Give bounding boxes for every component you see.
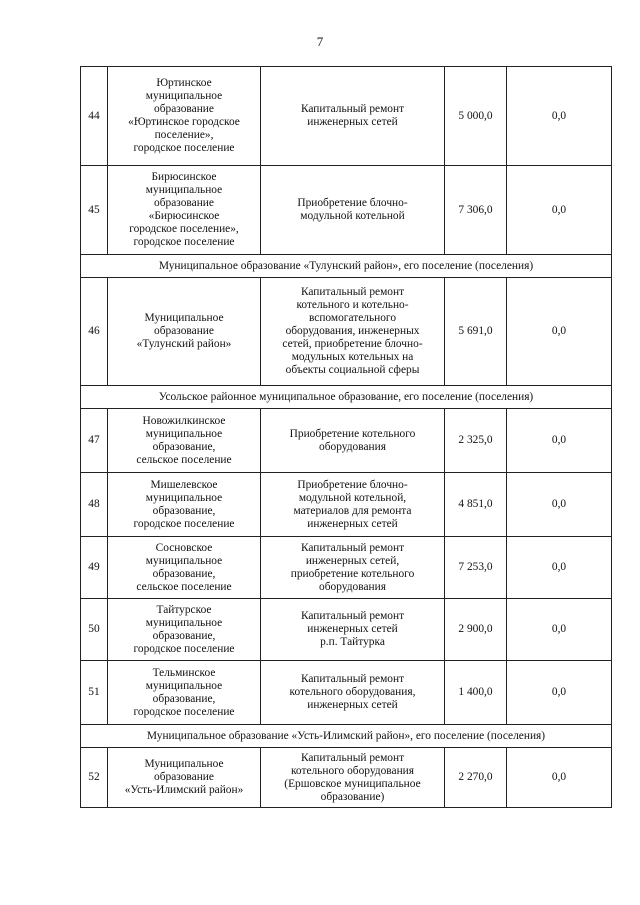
section-row <box>81 386 612 409</box>
work-description: Капитальный ремонт котельного оборудования (Ершовское муниципальное образование) <box>261 748 445 808</box>
municipality-name: Муниципальное образование «Усть-Илимский район» <box>108 748 261 808</box>
work-description: Приобретение блочно- модульной котельной <box>261 166 445 255</box>
value-cell: 0,0 <box>507 599 612 661</box>
value-cell: 0,0 <box>507 409 612 473</box>
work-description: Капитальный ремонт котельного оборудования, инженерных сетей <box>261 661 445 725</box>
table-row <box>81 409 612 473</box>
table-row <box>81 166 612 255</box>
section-title: Муниципальное образование «Тулунский район», его поселение (поселения) <box>81 255 612 278</box>
amount-cell: 5 000,0 <box>445 67 507 166</box>
value-cell: 0,0 <box>507 166 612 255</box>
section-row <box>81 255 612 278</box>
work-description: Приобретение котельного оборудования <box>261 409 445 473</box>
value-cell: 0,0 <box>507 661 612 725</box>
amount-cell: 7 253,0 <box>445 537 507 599</box>
municipality-name: Мишелевское муниципальное образование, городское поселение <box>108 473 261 537</box>
row-number: 48 <box>81 473 108 537</box>
section-title: Усольское районное муниципальное образование, его поселение (поселения) <box>81 386 612 409</box>
municipality-name: Тельминское муниципальное образование, городское поселение <box>108 661 261 725</box>
work-description: Капитальный ремонт инженерных сетей, приобретение котельного оборудования <box>261 537 445 599</box>
amount-cell: 7 306,0 <box>445 166 507 255</box>
table-row <box>81 473 612 537</box>
value-cell: 0,0 <box>507 537 612 599</box>
value-cell: 0,0 <box>507 473 612 537</box>
amount-cell: 1 400,0 <box>445 661 507 725</box>
section-row <box>81 725 612 748</box>
amount-cell: 2 270,0 <box>445 748 507 808</box>
row-number: 50 <box>81 599 108 661</box>
amount-cell: 5 691,0 <box>445 278 507 386</box>
value-cell: 0,0 <box>507 278 612 386</box>
value-cell: 0,0 <box>507 67 612 166</box>
municipality-name: Бирюсинское муниципальное образование «Бирюсинское городское поселение», городское поселение <box>108 166 261 255</box>
value-cell: 0,0 <box>507 748 612 808</box>
table-row <box>81 537 612 599</box>
work-description: Капитальный ремонт инженерных сетей р.п. Тайтурка <box>261 599 445 661</box>
table-row <box>81 278 612 386</box>
amount-cell: 2 900,0 <box>445 599 507 661</box>
row-number: 44 <box>81 67 108 166</box>
row-number: 45 <box>81 166 108 255</box>
municipality-name: Сосновское муниципальное образование, сельское поселение <box>108 537 261 599</box>
table-row <box>81 748 612 808</box>
table-row <box>81 67 612 166</box>
row-number: 49 <box>81 537 108 599</box>
amount-cell: 4 851,0 <box>445 473 507 537</box>
municipality-name: Муниципальное образование «Тулунский район» <box>108 278 261 386</box>
row-number: 47 <box>81 409 108 473</box>
row-number: 46 <box>81 278 108 386</box>
subsidy-table <box>80 66 612 808</box>
work-description: Приобретение блочно- модульной котельной, материалов для ремонта инженерных сетей <box>261 473 445 537</box>
municipality-name: Тайтурское муниципальное образование, городское поселение <box>108 599 261 661</box>
table-row <box>81 661 612 725</box>
amount-cell: 2 325,0 <box>445 409 507 473</box>
municipality-name: Юртинское муниципальное образование «Юртинское городское поселение», городское поселение <box>108 67 261 166</box>
section-title: Муниципальное образование «Усть-Илимский район», его поселение (поселения) <box>81 725 612 748</box>
page-number: 7 <box>316 34 324 49</box>
work-description: Капитальный ремонт котельного и котельно- вспомогательного оборудования, инженерных сетей, приобретение блочно- модульных котельных на объекты социальной сферы <box>261 278 445 386</box>
municipality-name: Новожилкинское муниципальное образование, сельское поселение <box>108 409 261 473</box>
table-row <box>81 599 612 661</box>
work-description: Капитальный ремонт инженерных сетей <box>261 67 445 166</box>
row-number: 51 <box>81 661 108 725</box>
row-number: 52 <box>81 748 108 808</box>
